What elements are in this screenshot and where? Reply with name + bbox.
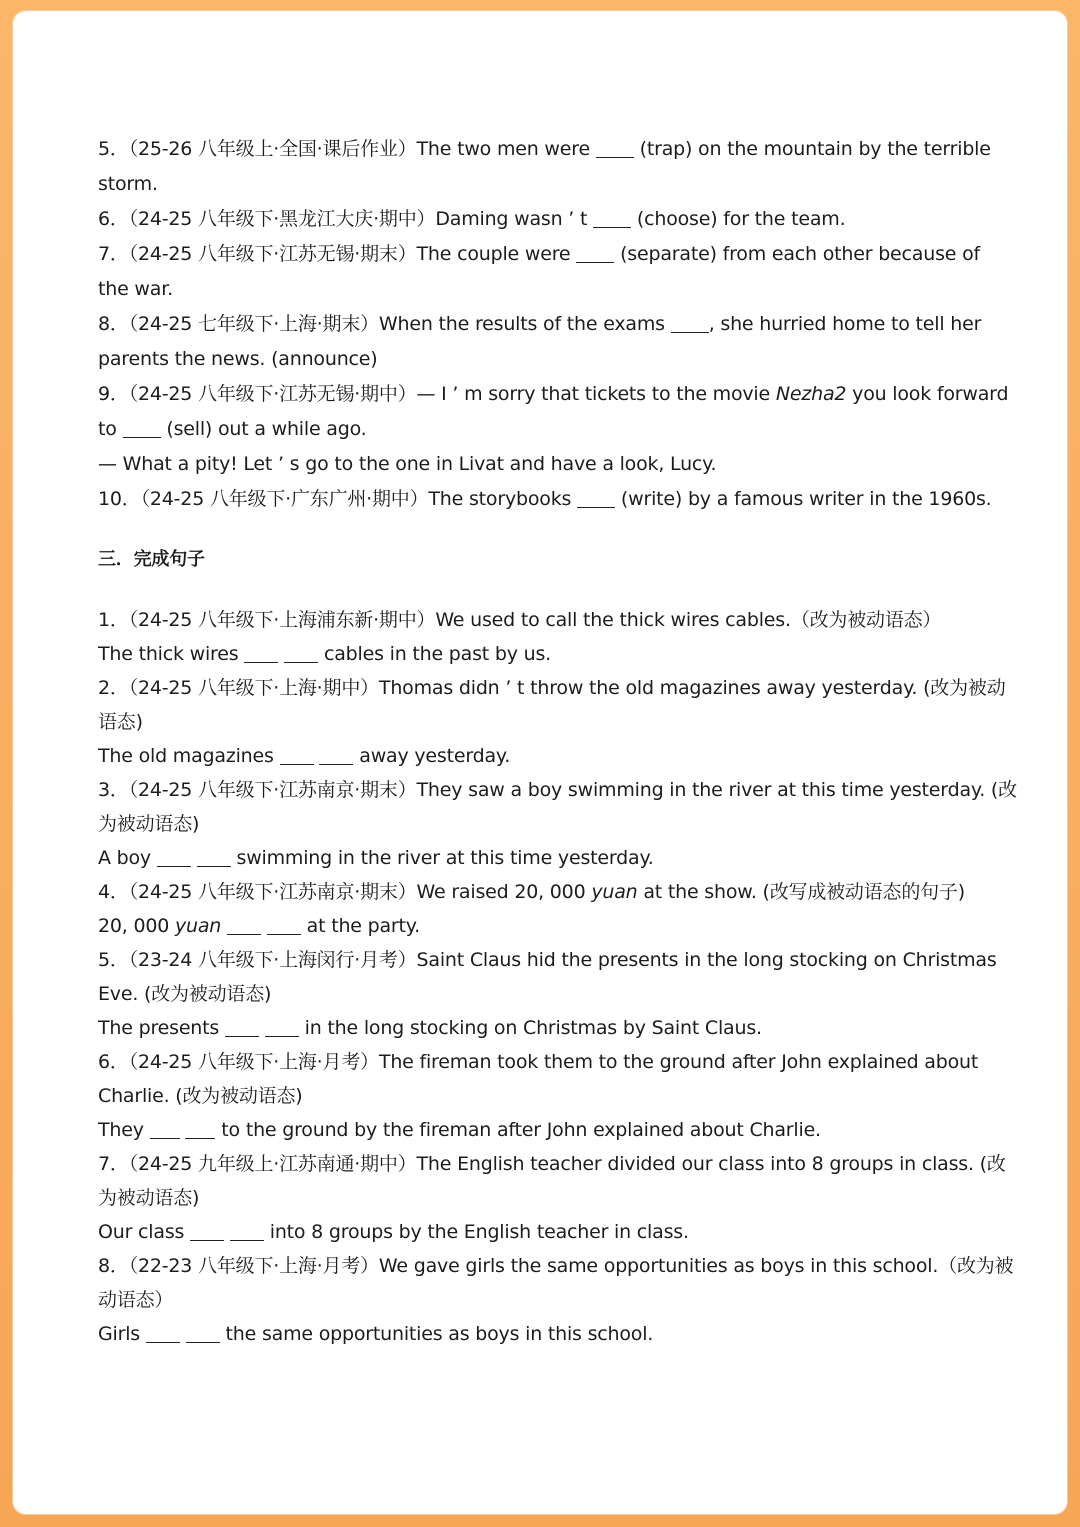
sentence-7-line-1: 7．（24-25 九年级上·江苏南通·期中）The English teacher divided our class into 8 groups in class. (改 [98, 1153, 1006, 1175]
answer-blank [244, 642, 278, 663]
sentence-1-line-2: The thick wires cables in the past by us. [98, 643, 552, 665]
sentence-5-line-3: The presents in the long stocking on Christmas by Saint Claus. [98, 1017, 762, 1039]
sentence-2-line-3: The old magazines away yesterday. [98, 745, 511, 767]
answer-blank [280, 744, 314, 765]
question-5-line-1: 5．（25-26 八年级上·全国·课后作业）The two men were (trap) on the mountain by the terrible [98, 138, 991, 160]
question-8-line-2: parents the news. (announce) [98, 348, 378, 370]
sentence-2-line-2: 语态) [98, 711, 143, 733]
answer-blank [267, 914, 301, 935]
sentence-1-line-1: 1．（24-25 八年级下·上海浦东新·期中）We used to call the thick wires cables.（改为被动语态） [98, 609, 942, 631]
answer-blank [225, 1016, 259, 1037]
sentence-6-line-3: They to the ground by the fireman after John explained about Charlie. [98, 1119, 821, 1141]
sentence-6-line-1: 6．（24-25 八年级下·上海·月考）The fireman took them to the ground after John explained about [98, 1051, 979, 1073]
answer-blank [265, 1016, 299, 1037]
answer-blank [596, 137, 634, 158]
worksheet-content [98, 132, 1017, 1351]
answer-blank [576, 242, 614, 263]
sentence-3-line-2: 为被动语态) [98, 813, 200, 835]
question-9-line-3: — What a pity! Let ’ s go to the one in Livat and have a look, Lucy. [98, 453, 717, 475]
question-5-line-2: storm. [98, 173, 158, 195]
answer-blank [150, 1118, 180, 1139]
answer-blank [197, 846, 231, 867]
sentence-8-line-1: 8．（22-23 八年级下·上海·月考）We gave girls the same opportunities as boys in this school.（改为被 [98, 1255, 1014, 1277]
section-heading: 三．完成句子 [98, 549, 205, 570]
question-8-line-1: 8．（24-25 七年级下·上海·期末）When the results of the exams , she hurried home to tell her [98, 313, 982, 335]
answer-blank [577, 487, 615, 508]
question-9-line-2: to (sell) out a while ago. [98, 418, 367, 440]
answer-blank [157, 846, 191, 867]
sentence-7-line-2: 为被动语态) [98, 1187, 200, 1209]
answer-blank [123, 417, 161, 438]
question-7-line-2: the war. [98, 278, 173, 300]
answer-blank [593, 207, 631, 228]
worksheet-page [12, 10, 1068, 1515]
sentence-4-line-2: 20, 000 yuan at the party. [98, 915, 420, 937]
answer-blank [186, 1322, 220, 1343]
answer-blank [227, 914, 261, 935]
sentence-6-line-2: Charlie. (改为被动语态) [98, 1085, 303, 1107]
answer-blank [185, 1118, 215, 1139]
sentence-8-line-3: Girls the same opportunities as boys in this school. [98, 1323, 654, 1345]
sentence-4-line-1: 4．（24-25 八年级下·江苏南京·期末）We raised 20, 000 yuan at the show. (改写成被动语态的句子) [98, 881, 965, 903]
sentence-3-line-1: 3．（24-25 八年级下·江苏南京·期末）They saw a boy swimming in the river at this time yesterday. (改 [98, 779, 1017, 801]
question-10-line-1: 10．（24-25 八年级下·广东广州·期中）The storybooks (write) by a famous writer in the 1960s. [98, 488, 992, 510]
question-6-line-1: 6．（24-25 八年级下·黑龙江大庆·期中）Daming wasn ’ t (choose) for the team. [98, 208, 846, 230]
sentence-8-line-2: 动语态） [98, 1289, 174, 1311]
question-9-line-1: 9．（24-25 八年级下·江苏无锡·期中）— I ’ m sorry that tickets to the movie Nezha2 you look forward [98, 383, 1009, 405]
sentence-7-line-3: Our class into 8 groups by the English teacher in class. [98, 1221, 689, 1243]
answer-blank [671, 312, 709, 333]
answer-blank [230, 1220, 264, 1241]
answer-blank [284, 642, 318, 663]
spacer [98, 517, 998, 543]
spacer [98, 577, 998, 603]
sentence-2-line-1: 2．（24-25 八年级下·上海·期中）Thomas didn ’ t throw the old magazines away yesterday. (改为被动 [98, 677, 1006, 699]
answer-blank [319, 744, 353, 765]
answer-blank [146, 1322, 180, 1343]
sentence-3-line-3: A boy swimming in the river at this time yesterday. [98, 847, 654, 869]
answer-blank [190, 1220, 224, 1241]
sentence-5-line-2: Eve. (改为被动语态) [98, 983, 272, 1005]
sentence-5-line-1: 5．（23-24 八年级下·上海闵行·月考）Saint Claus hid the presents in the long stocking on Christmas [98, 949, 997, 971]
question-7-line-1: 7．（24-25 八年级下·江苏无锡·期末）The couple were (separate) from each other because of [98, 243, 981, 265]
